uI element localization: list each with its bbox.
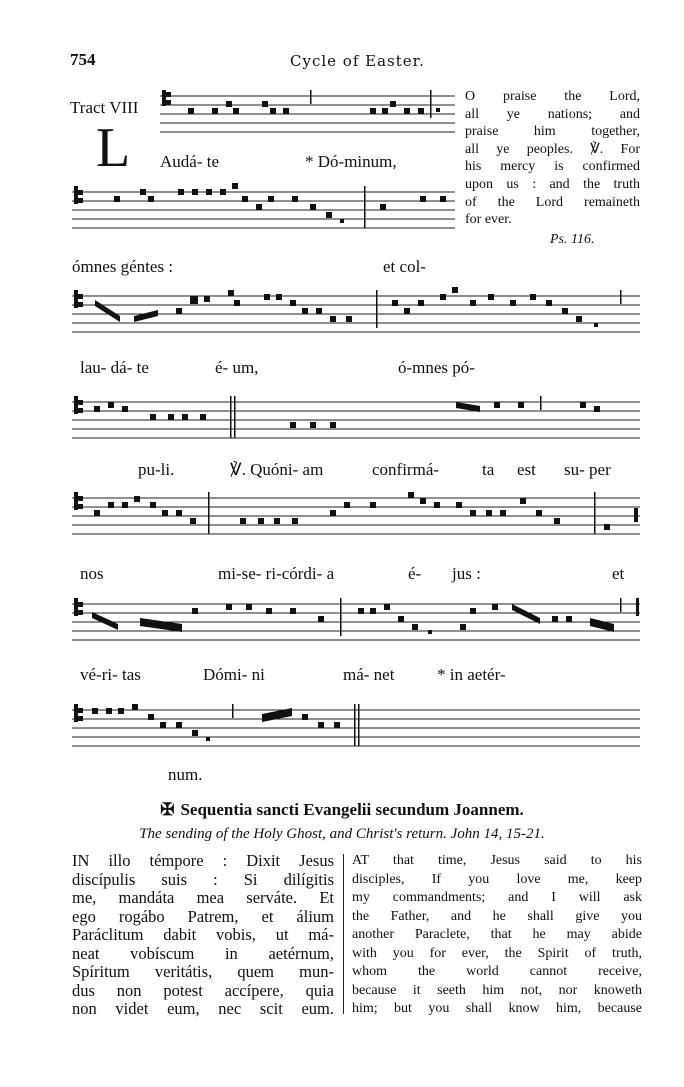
lyric-dominum: * Dó-minum, — [305, 152, 397, 171]
lyric-manet: má- net — [343, 665, 395, 684]
translation-line: his mercy is confirmed — [465, 159, 640, 175]
english-line: the Father, and he shall give you — [352, 908, 642, 924]
lyric-puli: pu-li. — [138, 460, 175, 479]
lyric-quoniam: ℣. Quóni- am — [230, 460, 324, 479]
lyric-laudate: lau- dá- te — [80, 358, 149, 377]
lyric-num: num. — [168, 765, 203, 784]
lyric-omnes-po: ó-mnes pó- — [398, 358, 475, 377]
gospel-title-text: Sequentia sancti Evangelii secundum Joannem. — [180, 800, 524, 819]
lyric-super: su- per — [564, 460, 611, 479]
english-line: disciples, If you love me, keep — [352, 871, 642, 887]
music-staff-3 — [0, 286, 684, 346]
lyric-et: et — [612, 564, 625, 583]
music-staff-5 — [0, 488, 684, 548]
lyric-in-aeter: * in aetér- — [437, 665, 506, 684]
english-line: my commandments; and I will ask — [352, 890, 642, 905]
english-line: whom the world cannot receive, — [352, 964, 642, 979]
lyric-eum: é- um, — [215, 358, 259, 377]
latin-line: Spíritum veritátis, quem mun- — [72, 962, 334, 981]
gospel-latin — [72, 852, 334, 1019]
latin-line: Paráclitum dabit vobis, ut má- — [72, 925, 334, 944]
column-divider — [343, 854, 344, 1014]
english-line: AT that time, Jesus said to his — [352, 853, 642, 868]
translation-line: praise him together, — [465, 124, 640, 140]
music-staff-7 — [0, 700, 684, 760]
lyric-confirma: confirmá- — [372, 460, 440, 479]
music-staff-6 — [0, 594, 684, 654]
latin-line: non videt eum, nec scit eum. — [72, 999, 334, 1018]
lyric-audate: Audá- te — [160, 152, 220, 171]
running-title: Cycle of Easter. — [290, 52, 425, 70]
page-number: 754 — [70, 50, 96, 69]
lyric-ta: ta — [482, 460, 495, 479]
translation-line: all ye peoples. ℣. For — [465, 141, 640, 157]
lyric-nos: nos — [80, 564, 104, 583]
cross-icon: ✠ — [160, 800, 175, 819]
latin-line: ego rogábo Patrem, et álium — [72, 906, 334, 926]
gospel-title — [0, 800, 684, 820]
gospel-english — [352, 852, 642, 1019]
latin-line: neat vobíscum in aetérnum, — [72, 943, 334, 963]
english-line: him; but you shall know him, because — [352, 1001, 642, 1016]
translation-line: upon us : and the truth — [465, 176, 640, 192]
latin-line: dus non potest accípere, quia — [72, 980, 334, 1000]
lyric-est: est — [517, 460, 536, 479]
lyric-jus: jus : — [452, 564, 481, 583]
psalm-reference: Ps. 116. — [550, 232, 595, 247]
lyric-domini: Dómi- ni — [203, 665, 265, 684]
tract-label: Tract VIII — [70, 98, 139, 117]
english-line: with you for ever, the Spirit of truth, — [352, 945, 642, 961]
drop-initial: L — [96, 117, 131, 179]
lyric-misericordia: mi-se- ri-córdi- a — [218, 564, 335, 583]
latin-line: discípulis suis : Si dilígitis — [72, 869, 334, 889]
translation-line: O praise the Lord, — [465, 89, 640, 104]
music-staff-2 — [0, 182, 684, 242]
gospel-subtitle: The sending of the Holy Ghost, and Christ's return. John 14, 15-21. — [139, 826, 545, 842]
lyric-e: é- — [408, 564, 422, 583]
lyric-omnes-gentes: ómnes géntes : — [72, 257, 174, 276]
english-line: another Paraclete, that he may abide — [352, 927, 642, 942]
translation-line: of the Lord remaineth — [465, 194, 640, 210]
translation-line: all ye nations; and — [465, 106, 640, 122]
translation-line: for ever. — [465, 212, 512, 228]
lyric-et-col: et col- — [383, 257, 426, 276]
music-staff-4 — [0, 392, 684, 452]
lyric-veritas: vé-ri- tas — [80, 665, 141, 684]
latin-line: me, mandáta mea serváte. Et — [72, 888, 334, 907]
latin-line: IN illo témpore : Dixit Jesus — [72, 851, 334, 870]
english-line: because it seeth him not, nor knoweth — [352, 982, 642, 998]
